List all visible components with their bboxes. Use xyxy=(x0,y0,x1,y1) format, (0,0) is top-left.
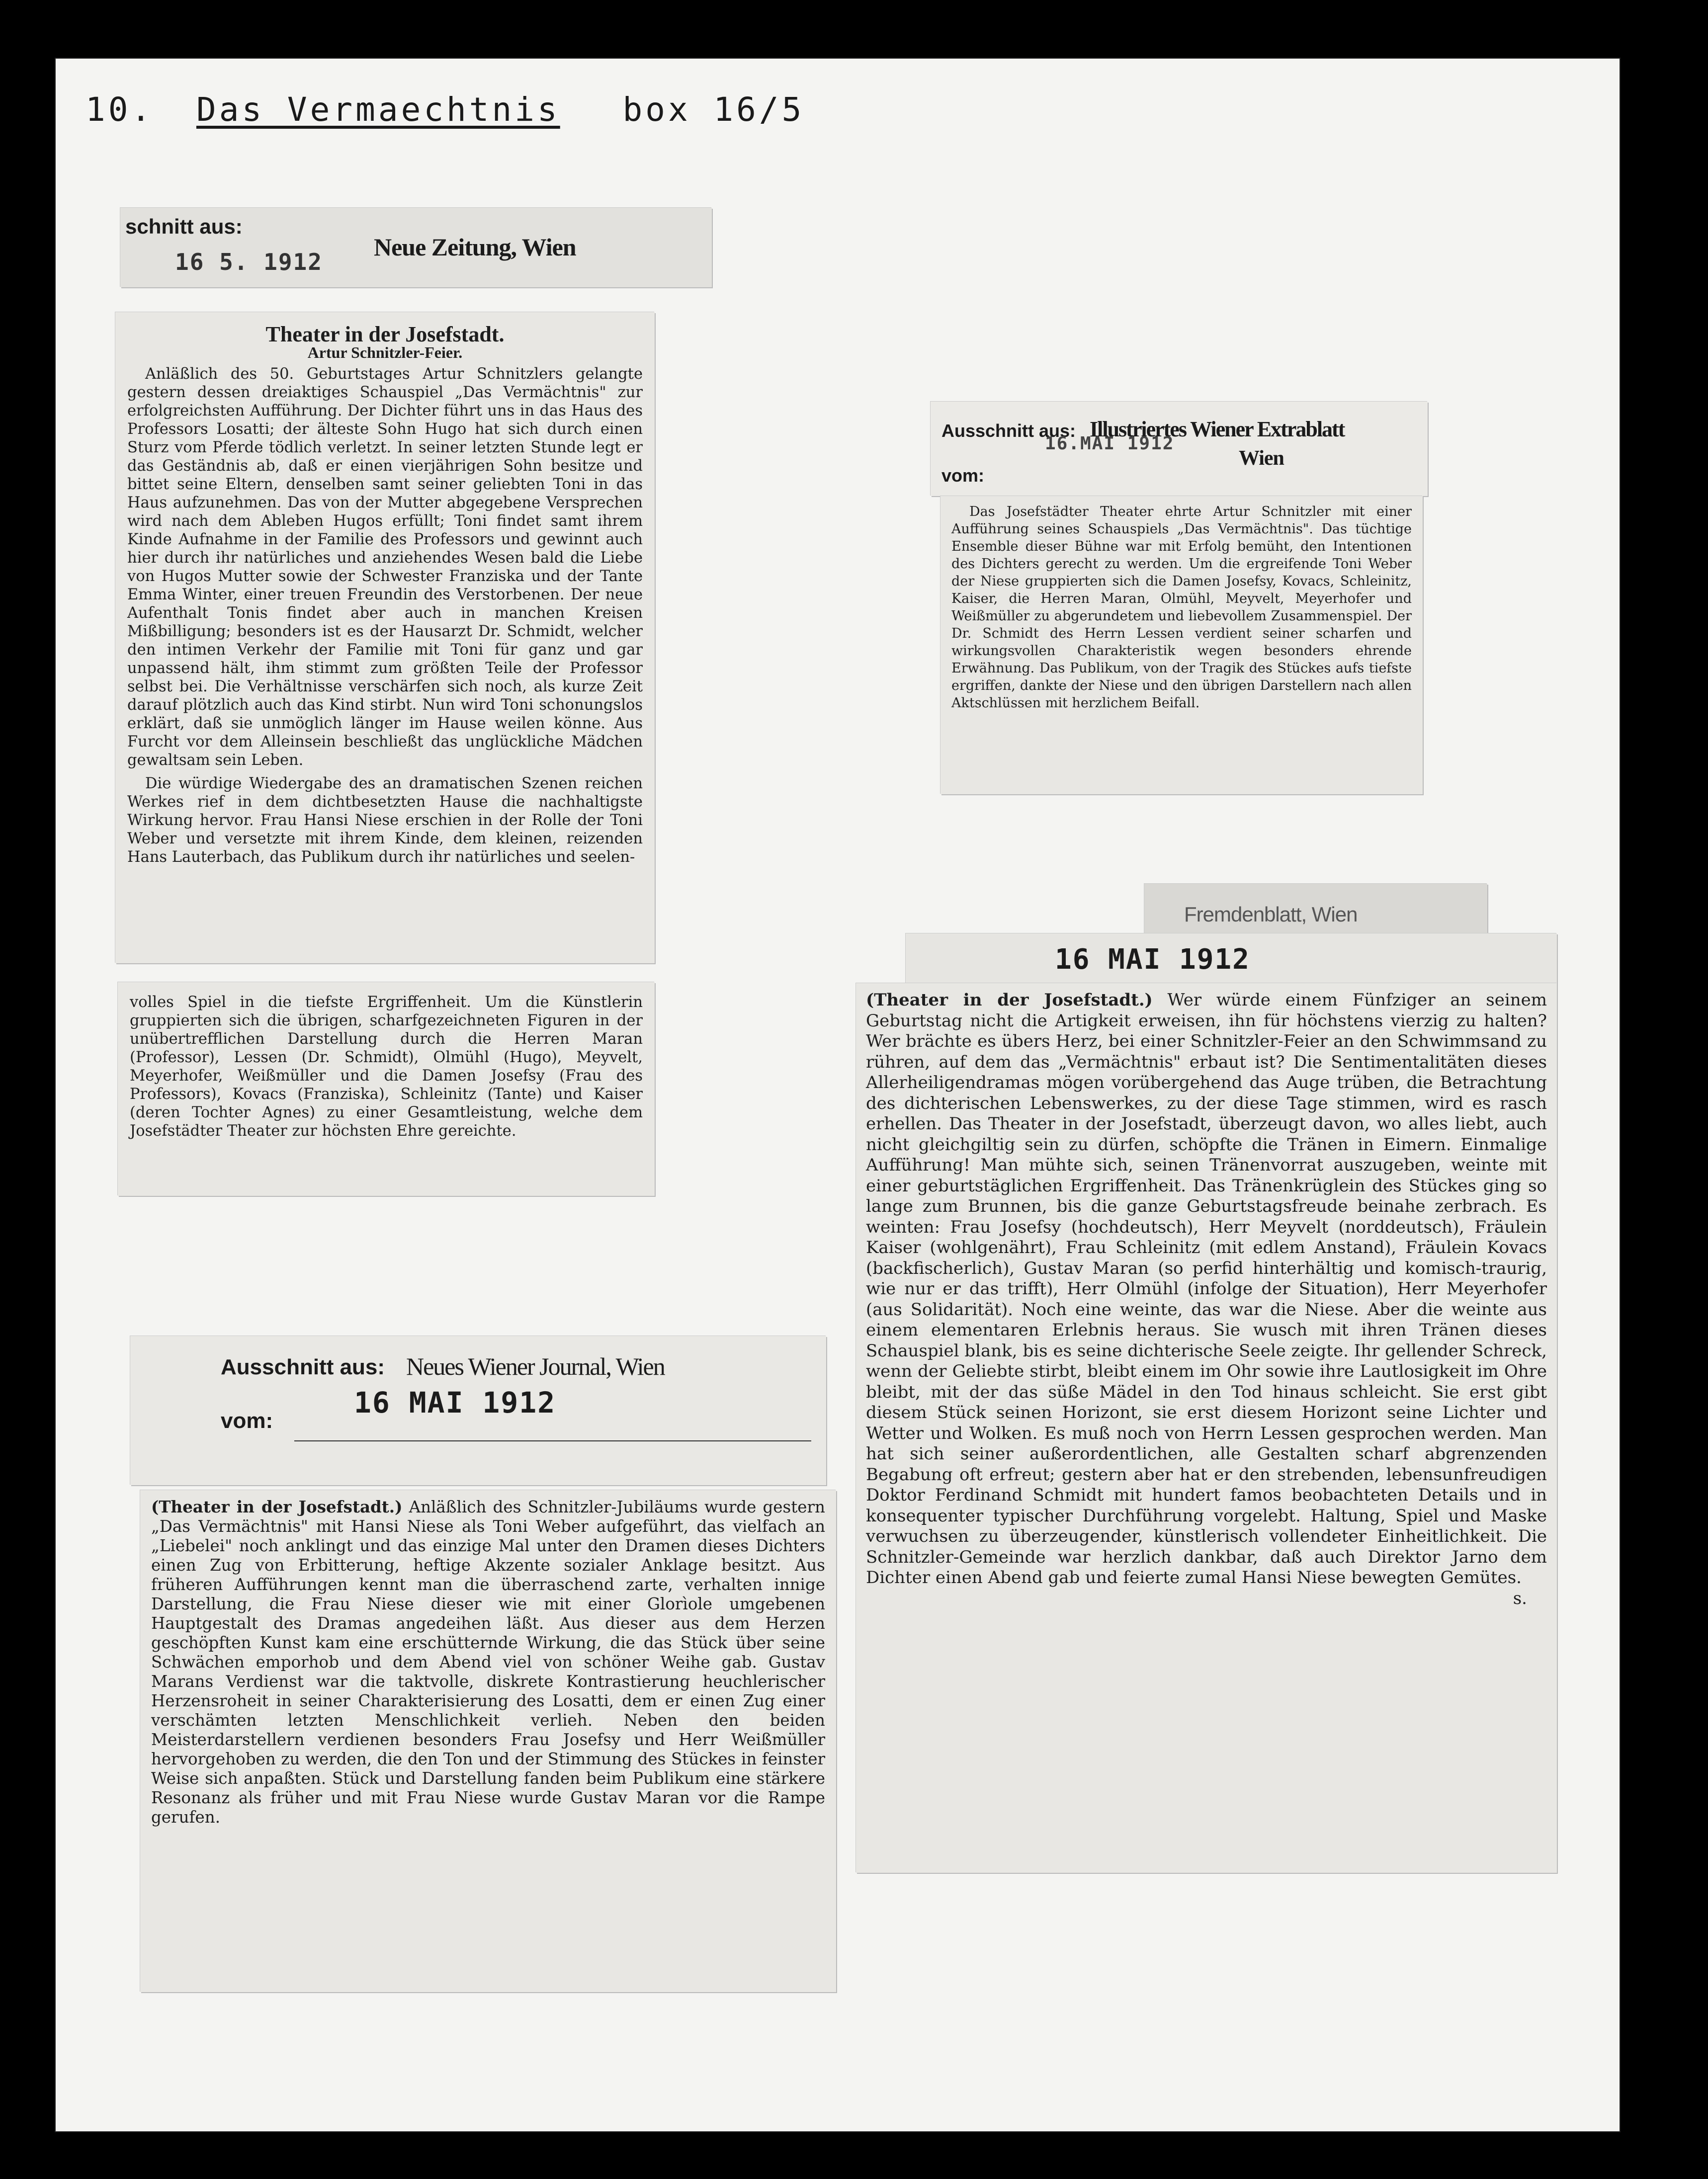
divider xyxy=(294,1440,811,1441)
received-date: 16 MAI 1912 xyxy=(1055,943,1250,976)
box-label: box 16/5 xyxy=(622,90,805,129)
folder-number: 10. xyxy=(85,90,154,129)
source-label: Ausschnitt aus: xyxy=(221,1355,385,1379)
publication-name: Neue Zeitung, Wien xyxy=(374,233,576,261)
publication-name: Fremdenblatt, Wien xyxy=(1184,903,1358,926)
article-subheadline: Artur Schnitzler-Feier. xyxy=(307,343,463,361)
article-paragraph: Anläßlich des 50. Geburtstages Artur Schnitzlers gelangte gestern dessen dreiaktiges Schauspiel „Das Vermächtnis" zur erfolgreichsten Aufführung. Der Dichter führt uns in das Haus des Professors Losatti; der älteste Sohn Hugo hat sich durch einen Sturz vom Pferde tödlich verletzt. In seiner letzten Stunde legt er das Geständnis ab, daß er einen vierjährigen Sohn besitze und bittet seine Eltern, denselben samt seiner geliebten Toni in das Haus aufzunehmen. Das von der Mutter abgegebene Versprechen wird nach dem Ableben Hugos erfüllt; Toni findet samt ihrem Kinde Aufnahme in der Familie des Professors und gewinnt auch hier durch ihr natürliches und anziehendes Wesen bald die Liebe von Hugos Mutter sowie der Schwester Franziska und der Tante Emma Winter, einer treuen Freundin des Verstorbenen. Der neue Aufenthalt Tonis findet aber auch in manchen Kreisen Mißbilligung; besonders ist es der Hausarzt Dr. Schmidt, welcher den intimen Verkehr der Familie mit Toni für ganz und gar unpassend hält, ihm stimmt zum größten Teile der Professor selbst bei. Die Verhältnisse verschärfen sich noch, als kurze Zeit darauf plötzlich auch das Kind stirbt. Nun wird Toni schonungslos erklärt, daß sie unmöglich länger im Hause weilen könne. Aus Furcht vor dem Alleinsein beschließt das unglückliche Mädchen gewaltsam sein Leben. xyxy=(127,365,643,769)
source-label: schnitt aus: xyxy=(125,215,243,238)
received-date: 16 5. 1912 xyxy=(175,249,323,275)
source-label: Ausschnitt aus: xyxy=(941,420,1076,441)
clip-extrablatt-article xyxy=(940,496,1423,794)
article-paragraph xyxy=(866,990,1547,1589)
clip-fremdenblatt-article xyxy=(856,983,1557,1873)
article-body xyxy=(140,1490,836,1834)
article-body xyxy=(856,983,1557,1616)
article-text: Anläßlich des Schnitzler-Jubiläums wurde gestern „Das Vermächtnis" mit Hansi Niese als Toni Weber aufgeführt, das vielfach an „Liebelei" noch anklingt und das einzige Mal unter den Dramen dieses Dichters einen Zug von Erbitterung, heftige Akzente sozialer Anklage besitzt. Aus früheren Aufführungen kennt man die überraschend zarte, verhalten innige Darstellung, die Frau Niese dieser wie mit einer Glorìole umgebenen Hauptgestalt des Dramas angedeihen läßt. Aus dieser aus dem Herzen geschöpften Kunst kam eine erschütternde Wirkung, die das Stück über seine Schwächen emporhob und dem Abend viel von schöner Weihe gab. Gustav Marans Verdienst war die taktvolle, diskrete Kontrastierung heuchlerischer Herzensroheit in seiner Charakterisierung des Losatti, dem er einen Zug einer verschämten letzten Menschlichkeit verlieh. Neben den beiden Meisterdarstellern verdienen besonders Frau Josefsy und Herr Weißmüller hervorgehoben zu werden, die den Ton und der Stimmung des Stückes in feinster Weise sich anpaßten. Stück und Darstellung fanden beim Publikum eine stärkere Resonanz als früher und mit Frau Niese wurde Gustav Maran vor die Rampe gerufen. xyxy=(151,1498,825,1827)
clip-journal-header xyxy=(130,1336,826,1485)
publication-name: Neues Wiener Journal, Wien xyxy=(406,1352,665,1380)
article-paragraph: volles Spiel in die tiefste Ergriffenheit. Um die Künstlerin gruppierten sich die übrigen, scharfgezeichneten Figuren in der unübertrefflichen Darstellung durch die Herren Maran (Professor), Lessen (Dr. Schmidt), Olmühl (Hugo), Meyvelt, Meyerhofer, Weißmüller und die Damen Josefsy (Frau des Professors), Kovacs (Franziska), Schleinitz (Tante) und Kaiser (deren Tochter Agnes) zu einer Gesamtleistung, welche dem Josefstädter Theater zur höchsten Ehre gereichte. xyxy=(130,994,643,1140)
clip-extrablatt-header xyxy=(931,402,1428,496)
clip-neue-zeitung-header xyxy=(120,208,712,287)
article-paragraph xyxy=(151,1497,825,1827)
vom-label: vom: xyxy=(941,465,985,486)
author-signature: s. xyxy=(1513,1588,1527,1608)
article-body xyxy=(940,496,1423,719)
received-date: 16 MAI 1912 xyxy=(354,1386,556,1420)
article-body xyxy=(115,312,655,875)
clip-journal-article xyxy=(140,1490,836,1992)
vom-label: vom: xyxy=(221,1409,273,1433)
article-text: Wer würde einem Fünfziger an seinem Geburtstag nicht die Artigkeit erweisen, ihn für höchstens vierzig zu halten? Wer brächte es übers Herz, bei einer Schnitzler-Feier an den Schwimmsand zu rühren, auf dem das „Vermächtnis" erbaut ist? Die Sentimentalitäten dieses Allerheiligendramas mögen vorübergehend das Auge trüben, die Betrachtung des dichterischen Lebenswerkes, zu der diese Tage stimmen, wird es rasch erhellen. Das Theater in der Josefstadt, überzeugt davon, wo alles liebt, auch nicht gleichgiltig sein zu dürfen, schöpfte die Tränen in Eimern. Einmalige Aufführung! Man mühte sich, seinen Tränenvorrat auszugeben, weinte mit einer geburtstäglichen Ergriffenheit. Das Tränenkrüglein des Stückes ging so lange zum Brunnen, bis die ganze Geburtstagsfreude beinahe zerbrach. Es weinten: Frau Josefsy (hochdeutsch), Herr Meyvelt (norddeutsch), Fräulein Kaiser (wohlgenährt), Frau Schleinitz (mit edlem Anstand), Fräulein Kovacs (backfischerlich), Gustav Maran (so perfid hinterhältig und komisch-traurig, wie nur er das trifft), Herr Olmühl (infolge der Situation), Herr Meyerhofer (aus Solidarität). Noch eine weinte, das war die Niese. Aber die weinte aus einem elementaren Erlebnis heraus. Sie wusch mit ihren Tränen dieses Schauspiel blank, bis es seine dichterische Seele zeigte. Ihr gellender Schreck, wenn der Geliebte stirbt, bleibt einem im Ohr sowie ihre Lautlosigkeit im Ohre bleibt, mit der das süße Mädel in den Tod hinaus schleicht. Sie erst gibt diesem Stück seinen Horizont, sie erst diesem Horizont seine Lichter und Wetter und Wolken. Es muß noch von Herrn Lessen gesprochen werden. Man hat sich seiner außerordentlichen, alle Gestalten scharf abgrenzenden Begabung oft erfreut; gestern aber hat er den strebenden, lebensunfreudigen Doktor Ferdinand Schmidt mit hundert famos beobachteten Details und in konsequenter typischer Durchführung vorgelebt. Haltung, Spiel und Maske verwuchsen zu überzeugender, künstlerisch vollendeter Einheitlichkeit. Die Schnitzler-Gemeinde war herzlich dankbar, daß auch Direktor Jarno dem Dichter einen Abend gab und feierte zumal Hansi Niese bewegten Gemütes. xyxy=(866,990,1547,1588)
folder-title: Das Vermaechtnis xyxy=(196,90,560,129)
received-date: 16.MAI 1912 xyxy=(1045,433,1175,454)
clip-neue-zeitung-article xyxy=(115,312,655,963)
article-body xyxy=(118,982,655,1149)
article-lead: (Theater in der Josefstadt.) xyxy=(151,1497,403,1516)
article-paragraph: Die würdige Wiedergabe des an dramatischen Szenen reichen Werkes rief in dem dichtbesetzten Hause die nachhaltigste Wirkung hervor. Frau Hansi Niese erschien in der Rolle der Toni Weber und versetzte mit ihrem Kinde, dem kleinen, reizenden Hans Lauterbach, das Publikum durch ihr natürliches und seelen- xyxy=(127,775,643,866)
publication-city: Wien xyxy=(1239,447,1284,470)
clip-neue-zeitung-continuation xyxy=(118,982,655,1196)
archive-page xyxy=(56,59,1620,2131)
article-lead: (Theater in der Josefstadt.) xyxy=(866,990,1153,1010)
page-header xyxy=(85,90,804,129)
publication-name: Illustriertes Wiener Extrablatt xyxy=(1090,417,1345,441)
article-paragraph: Das Josefstädter Theater ehrte Artur Schnitzler mit einer Aufführung seines Schauspiels „Das Vermächtnis". Das tüchtige Ensemble dieser Bühne war mit Erfolg bemüht, den Intentionen des Dichters gerecht zu werden. Um die ergreifende Toni Weber der Niese gruppierten sich die Damen Josefsy, Kovacs, Schleinitz, Kaiser, die Herren Maran, Olmühl, Meyvelt, Meyerhofer und Weißmüller zu abgerundetem und liebevollem Zusammenspiel. Der Dr. Schmidt des Herrn Lessen verdient seiner scharfen und wirkungsvollen Charakteristik wegen besonders ehrende Erwähnung. Das Publikum, von der Tragik des Stückes aufs tiefste ergriffen, dankte der Niese und den übrigen Darstellern nach allen Aktschlüssen mit herzlichem Beifall. xyxy=(951,504,1412,711)
article-headline: Theater in der Josefstadt. xyxy=(265,322,505,346)
